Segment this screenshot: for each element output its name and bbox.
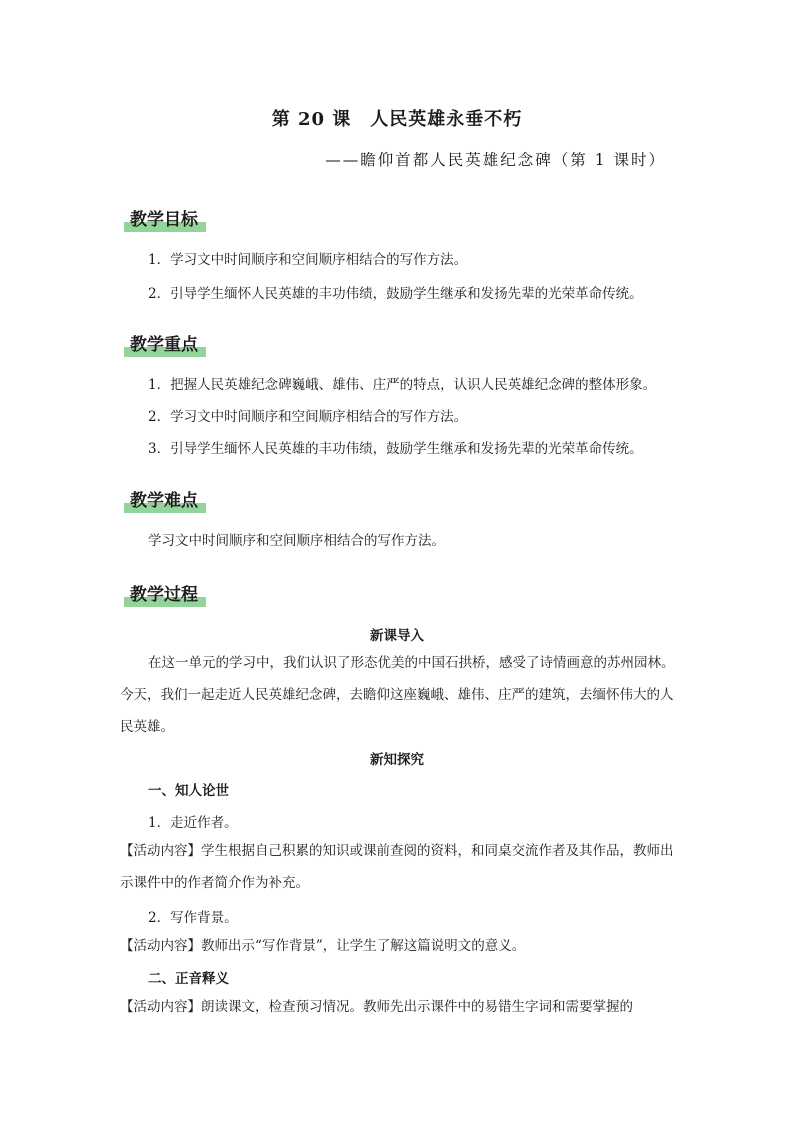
step2-text: 2．写作背景。: [148, 910, 238, 926]
activity1-paragraph: [120, 835, 680, 899]
goal-item-2: 2．引导学生缅怀人民英雄的丰功伟绩，鼓励学生继承和发扬先辈的光荣革命传统。: [148, 286, 643, 302]
activity3-text: 朗读课文，检查预习情况。教师先出示课件中的易错生字词和需要掌握的: [201, 999, 633, 1015]
activity3-paragraph: [120, 991, 680, 1023]
key-point-item-1: 1．把握人民英雄纪念碑巍峨、雄伟、庄严的特点，认识人民英雄纪念碑的整体形象。: [148, 377, 657, 393]
part2-heading: 二、正音释义: [148, 971, 229, 987]
lesson-title: 第 20 课 人民英雄永垂不朽: [271, 109, 523, 130]
key-point-item-2: 2．学习文中时间顺序和空间顺序相结合的写作方法。: [148, 409, 468, 425]
section-heading-difficulties: 教学难点: [128, 486, 200, 511]
activity2-text: 教师出示“写作背景”，让学生了解这篇说明文的意义。: [201, 938, 526, 954]
lesson-subtitle: ——瞻仰首都人民英雄纪念碑（第 1 课时）: [325, 151, 666, 169]
activity1-text: 学生根据自己积累的知识或课前查阅的资料，和同桌交流作者及其作品，教师出示课件中的作者简介作为补充。: [120, 843, 674, 891]
activity-label: 【活动内容】: [120, 999, 201, 1015]
activity-label: 【活动内容】: [120, 843, 201, 859]
activity-label: 【活动内容】: [120, 938, 201, 954]
section-heading-key-points: 教学重点: [128, 330, 200, 355]
step1-text: 1．走近作者。: [148, 815, 238, 831]
goal-item-1: 1．学习文中时间顺序和空间顺序相结合的写作方法。: [148, 252, 468, 268]
key-point-item-3: 3．引导学生缅怀人民英雄的丰功伟绩，鼓励学生继承和发扬先辈的光荣革命传统。: [148, 441, 643, 457]
section-heading-goals: 教学目标: [128, 205, 200, 230]
section-heading-process: 教学过程: [128, 580, 200, 605]
intro-heading: 新课导入: [370, 628, 424, 644]
difficulty-text: 学习文中时间顺序和空间顺序相结合的写作方法。: [148, 533, 445, 549]
explore-heading: 新知探究: [370, 752, 424, 768]
intro-paragraph: 在这一单元的学习中，我们认识了形态优美的中国石拱桥，感受了诗情画意的苏州园林。今天，我们一起走近人民英雄纪念碑，去瞻仰这座巍峨、雄伟、庄严的建筑，去缅怀伟大的人民英雄。: [120, 655, 675, 735]
part1-heading: 一、知人论世: [148, 783, 229, 799]
activity2-paragraph: [120, 930, 680, 962]
